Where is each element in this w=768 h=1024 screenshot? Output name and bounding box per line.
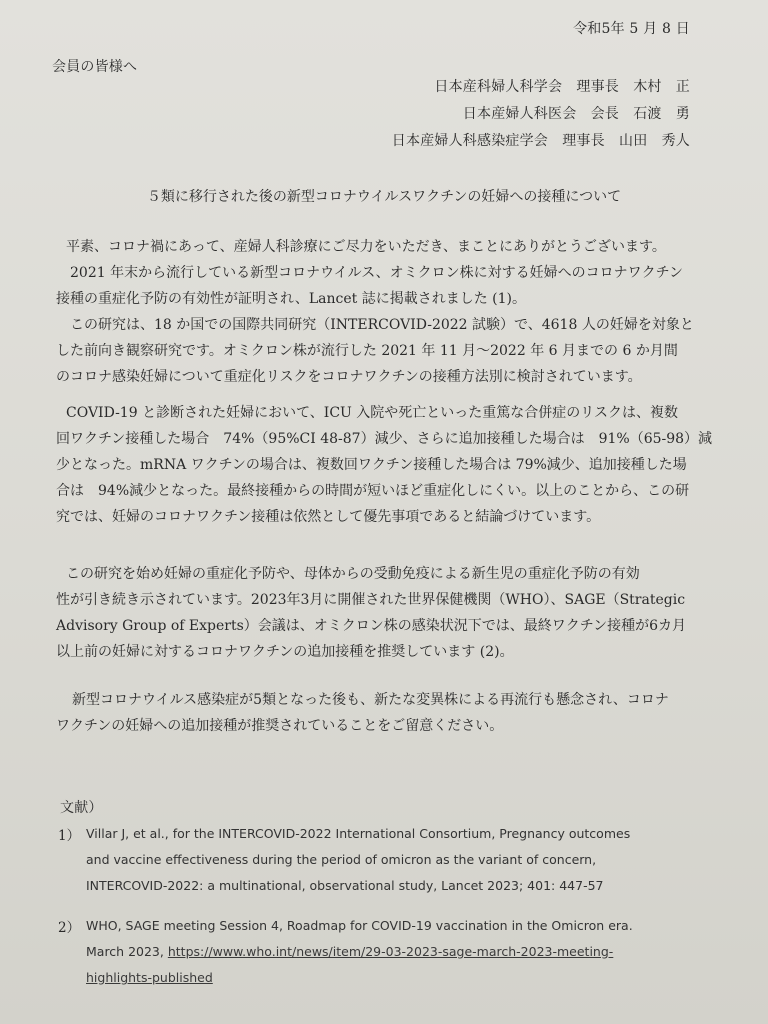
reference-url-link-continued[interactable]: highlights-published [86, 970, 213, 985]
body-line: 性が引き続き示されています。2023年3月に開催された世界保健機関（WHO）、SAGE（Strategic [56, 592, 686, 608]
body-line: 究では、妊婦のコロナワクチン接種は依然として優先事項であると結論づけています。 [56, 509, 601, 525]
reference-line [86, 944, 613, 959]
body-line: 接種の重症化予防の有効性が証明され、Lancet 誌に掲載されました (1)。 [56, 291, 526, 307]
body-line: COVID-19 と診断された妊婦において、ICU 入院や死亡といった重篤な合併症のリスクは、複数 [66, 405, 678, 421]
body-line: 回ワクチン接種した場合 74%（95%CI 48-87）減少、さらに追加接種した場合は 91%（65-98）減 [56, 431, 713, 447]
document-date: 令和5年 5 月 8 日 [573, 21, 690, 37]
reference-date: March 2023, [86, 944, 168, 959]
document-subject: ５類に移行された後の新型コロナウイルスワクチンの妊婦への接種について [146, 189, 622, 205]
reference-number: 1） [58, 828, 81, 844]
body-line: 合は 94%減少となった。最終接種からの時間が短いほど重症化しにくい。以上のことから、この研 [56, 483, 690, 499]
signatory-jsidog: 日本産婦人科感染症学会 理事長 山田 秀人 [391, 133, 690, 149]
body-line: 平素、コロナ禍にあって、産婦人科診療にご尽力をいただき、まことにありがとうございます。 [66, 239, 666, 255]
body-line: この研究を始め妊婦の重症化予防や、母体からの受動免疫による新生児の重症化予防の有効 [66, 566, 640, 582]
reference-line: INTERCOVID-2022: a multinational, observational study, Lancet 2023; 401: 447-57 [86, 878, 604, 893]
body-line: Advisory Group of Experts）会議は、オミクロン株の感染状況下では、最終ワクチン接種が6カ月 [56, 618, 686, 634]
body-line: 少となった。mRNA ワクチンの場合は、複数回ワクチン接種した場合は 79%減少、追加接種した場 [56, 457, 687, 473]
reference-line: Villar J, et al., for the INTERCOVID-2022 International Consortium, Pregnancy outcomes [86, 826, 631, 841]
reference-line: and vaccine effectiveness during the period of omicron as the variant of concern, [86, 852, 597, 867]
body-line: のコロナ感染妊婦について重症化リスクをコロナワクチンの接種方法別に検討されています。 [56, 369, 642, 385]
reference-url-link[interactable]: https://www.who.int/news/item/29-03-2023-sage-march-2023-meeting- [167, 944, 614, 959]
reference-number: 2） [58, 920, 81, 936]
signatory-jsog: 日本産科婦人科学会 理事長 木村 正 [434, 79, 690, 95]
body-line: 新型コロナウイルス感染症が5類となった後も、新たな変異株による再流行も懸念され、コロナ [72, 692, 669, 708]
reference-line [86, 970, 213, 985]
reference-line: WHO, SAGE meeting Session 4, Roadmap for COVID-19 vaccination in the Omicron era. [86, 918, 633, 933]
body-line: した前向き観察研究です。オミクロン株が流行した 2021 年 11 月～2022 年 6 月までの 6 か月間 [56, 343, 678, 359]
body-line: ワクチンの妊婦への追加接種が推奨されていることをご留意ください。 [56, 718, 504, 734]
references-heading: 文献） [60, 800, 103, 816]
body-line: 以上前の妊婦に対するコロナワクチンの追加接種を推奨しています (2)。 [56, 644, 514, 660]
body-line: この研究は、18 か国での国際共同研究（INTERCOVID-2022 試験）で、4618 人の妊婦を対象と [70, 317, 694, 333]
body-line: 2021 年末から流行している新型コロナウイルス、オミクロン株に対する妊婦へのコロナワクチン [70, 265, 683, 281]
salutation: 会員の皆様へ [52, 59, 138, 75]
signatory-jaog: 日本産婦人科医会 会長 石渡 勇 [462, 106, 690, 122]
